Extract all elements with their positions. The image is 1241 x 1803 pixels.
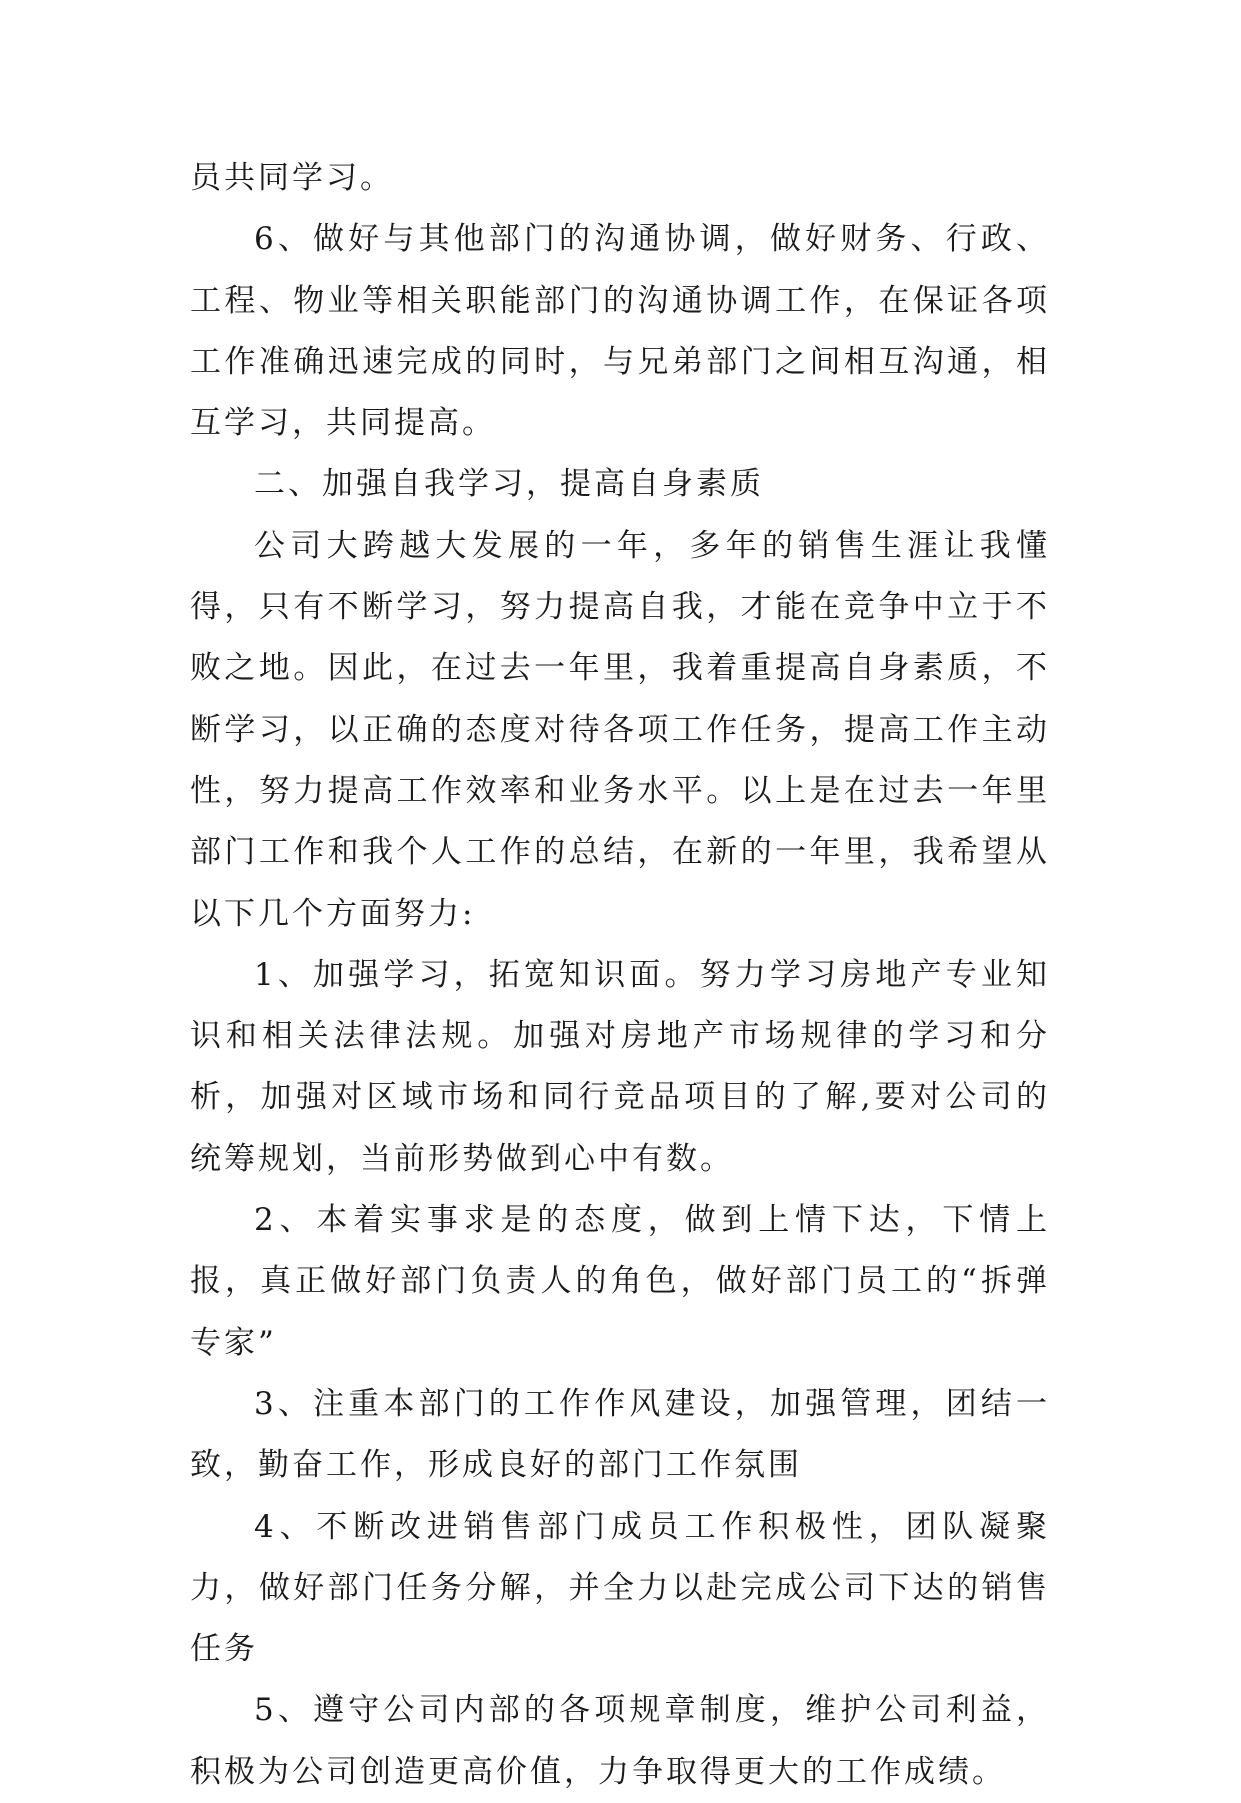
paragraph-item-5: 5、遵守公司内部的各项规章制度，维护公司利益，积极为公司创造更高价值，力争取得更大的工作成绩。	[190, 1692, 1050, 1790]
document-body	[190, 148, 1050, 1803]
section-heading: 二、加强自我学习，提高自身素质	[254, 466, 764, 503]
paragraph-item-1: 1、加强学习，拓宽知识面。努力学习房地产专业知识和相关法律法规。加强对房地产市场规律的学习和分析，加强对区域市场和同行竞品项目的了解,要对公司的统筹规划，当前形势做到心中有数。	[190, 956, 1050, 1177]
paragraph-summary: 公司大跨越大发展的一年，多年的销售生涯让我懂得，只有不断学习，努力提高自我，才能在竞争中立于不败之地。因此，在过去一年里，我着重提高自身素质，不断学习，以正确的态度对待各项工作任务，提高工作主动性，努力提高工作效率和业务水平。以上是在过去一年里部门工作和我个人工作的总结，在新的一年里，我希望从以下几个方面努力:	[190, 527, 1050, 932]
paragraph-item-4: 4、不断改进销售部门成员工作积极性，团队凝聚力，做好部门任务分解，并全力以赴完成公司下达的销售任务	[190, 1508, 1050, 1668]
paragraph-continuation: 员共同学习。	[190, 160, 394, 196]
paragraph-item-6: 6、做好与其他部门的沟通协调，做好财务、行政、工程、物业等相关职能部门的沟通协调工作，在保证各项工作准确迅速完成的同时，与兄弟部门之间相互沟通，相互学习，共同提高。	[190, 221, 1050, 442]
paragraph-item-2: 2、本着实事求是的态度，做到上情下达，下情上报，真正做好部门负责人的角色，做好部门员工的“拆弹专家”	[190, 1202, 1050, 1361]
paragraph-item-3: 3、注重本部门的工作作风建设，加强管理，团结一致，勤奋工作，形成良好的部门工作氛围	[190, 1385, 1050, 1484]
